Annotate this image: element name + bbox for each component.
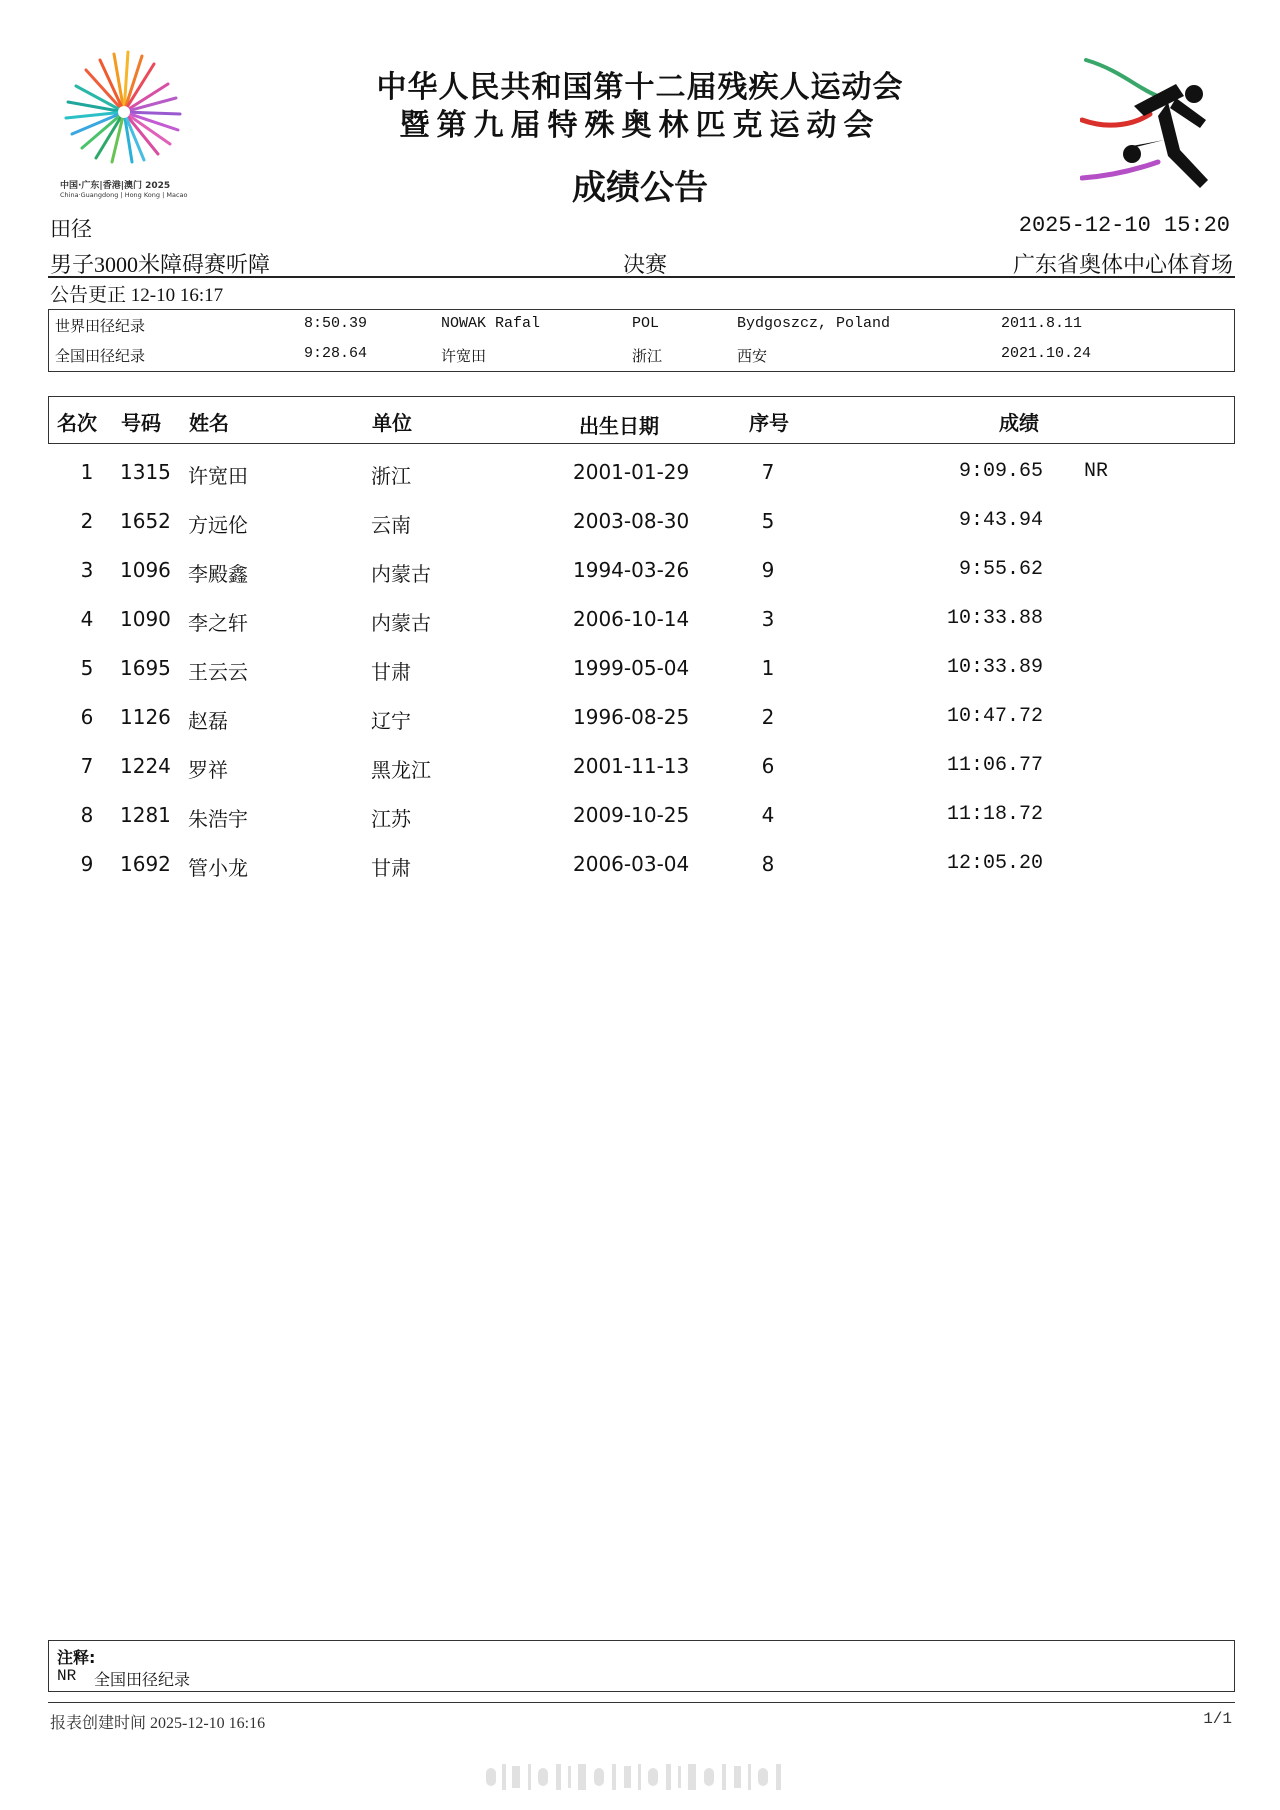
name-cell: 王云云 (188, 662, 248, 684)
table-row (48, 844, 1233, 884)
dob-cell: 2001-11-13 (573, 754, 690, 778)
barcode-icon (486, 1762, 792, 1792)
name-cell: 管小龙 (188, 858, 248, 880)
record-time: 8:50.39 (304, 315, 368, 332)
rank-cell: 8 (80, 803, 94, 827)
table-row (48, 648, 1233, 688)
watermark-barcode (486, 1762, 792, 1792)
result-cell: 12:05.20 (946, 852, 1043, 875)
name-cell: 李之轩 (188, 613, 248, 635)
name-cell: 赵磊 (188, 711, 228, 733)
unit-cell: 江苏 (371, 809, 411, 831)
table-row (48, 452, 1233, 492)
games-title-line2: 暨第九届特殊奥林匹克运动会 (399, 108, 881, 143)
rank-cell: 7 (80, 754, 94, 778)
bib-cell: 1692 (120, 852, 171, 876)
record-type: 全国田径纪录 (55, 349, 146, 365)
lane-cell: 7 (761, 460, 775, 484)
record-team: 浙江 (632, 349, 663, 365)
lane-cell: 4 (761, 803, 775, 827)
name-cell: 李殿鑫 (188, 564, 248, 586)
record-date: 2011.8.11 (1001, 315, 1083, 332)
result-cell: 9:55.62 (958, 558, 1043, 581)
unit-cell: 云南 (371, 515, 411, 537)
record-holder: NOWAK Rafal (441, 315, 541, 332)
games-logo (52, 44, 202, 204)
name-cell: 许宽田 (188, 466, 248, 488)
name-cell: 方远伦 (188, 515, 248, 537)
result-cell: 11:06.77 (946, 754, 1043, 777)
event-info-row (48, 246, 1235, 278)
name-cell: 朱浩宇 (188, 809, 248, 831)
bib-cell: 1090 (120, 607, 171, 631)
lane-cell: 6 (761, 754, 775, 778)
bib-cell: 1126 (120, 705, 171, 729)
result-cell: 9:43.94 (958, 509, 1043, 532)
lane-cell: 3 (761, 607, 775, 631)
sport-label: 田径 (50, 217, 92, 241)
table-row (48, 501, 1233, 541)
record-row-world (49, 310, 1234, 340)
rank-cell: 4 (80, 607, 94, 631)
result-cell: 11:18.72 (946, 803, 1043, 826)
col-dob-header: 出生日期 (579, 414, 659, 438)
result-cell: 10:33.89 (946, 656, 1043, 679)
col-rank-header: 名次 (57, 411, 97, 435)
result-cell: 10:33.88 (946, 607, 1043, 630)
table-row (48, 599, 1233, 639)
lane-cell: 5 (761, 509, 775, 533)
notes-code: NR (57, 1667, 77, 1685)
unit-cell: 甘肃 (371, 662, 411, 684)
bib-cell: 1281 (120, 803, 171, 827)
rank-cell: 3 (80, 558, 94, 582)
name-cell: 罗祥 (188, 760, 228, 782)
report-datetime: 2025-12-10 15:20 (1018, 213, 1230, 238)
table-row (48, 697, 1233, 737)
dob-cell: 1994-03-26 (573, 558, 690, 582)
bib-cell: 1695 (120, 656, 171, 680)
result-cell: 9:09.65 (958, 460, 1043, 483)
mark-cell: NR (1084, 460, 1109, 483)
rank-cell: 9 (80, 852, 94, 876)
dob-cell: 2003-08-30 (573, 509, 690, 533)
rank-cell: 5 (80, 656, 94, 680)
dob-cell: 1999-05-04 (573, 656, 690, 680)
record-row-national (49, 340, 1234, 370)
unit-cell: 浙江 (371, 466, 411, 488)
col-result-header: 成绩 (999, 411, 1039, 435)
page-title: 成绩公告 (572, 168, 708, 208)
record-location: Bydgoszcz, Poland (737, 315, 891, 332)
record-holder: 许宽田 (441, 349, 487, 365)
record-date: 2021.10.24 (1001, 345, 1092, 362)
lane-cell: 1 (761, 656, 775, 680)
bib-cell: 1315 (120, 460, 171, 484)
unit-cell: 黑龙江 (371, 760, 431, 782)
results-table-header (48, 396, 1235, 444)
dob-cell: 2006-03-04 (573, 852, 690, 876)
games-title-line1: 中华人民共和国第十二届残疾人运动会 (376, 70, 904, 105)
result-cell: 10:47.72 (946, 705, 1043, 728)
logo-caption-en: China·Guangdong | Hong Kong | Macao (60, 191, 188, 199)
table-row (48, 746, 1233, 786)
notes-box (48, 1640, 1235, 1692)
col-name-header: 姓名 (189, 411, 229, 435)
dob-cell: 2009-10-25 (573, 803, 690, 827)
record-team: POL (632, 315, 660, 332)
bib-cell: 1224 (120, 754, 171, 778)
footer-divider (48, 1702, 1235, 1703)
dob-cell: 2006-10-14 (573, 607, 690, 631)
record-type: 世界田径纪录 (55, 319, 146, 335)
col-lane-header: 序号 (749, 411, 789, 435)
unit-cell: 辽宁 (371, 711, 411, 733)
dob-cell: 1996-08-25 (573, 705, 690, 729)
dob-cell: 2001-01-29 (573, 460, 690, 484)
notes-title: 注释: (57, 1648, 96, 1667)
col-unit-header: 单位 (372, 411, 412, 435)
event-name: 男子3000米障碍赛听障 (50, 252, 271, 277)
unit-cell: 甘肃 (371, 858, 411, 880)
table-row (48, 795, 1233, 835)
table-row (48, 550, 1233, 590)
page-number: 1/1 (1203, 1710, 1232, 1728)
lane-cell: 2 (761, 705, 775, 729)
col-bib-header: 号码 (121, 411, 161, 435)
record-location: 西安 (737, 349, 768, 365)
unit-cell: 内蒙古 (371, 564, 431, 586)
lane-cell: 8 (761, 852, 775, 876)
correction-note: 公告更正 12-10 16:17 (50, 285, 224, 306)
record-time: 9:28.64 (304, 345, 368, 362)
lane-cell: 9 (761, 558, 775, 582)
bib-cell: 1652 (120, 509, 171, 533)
records-box (48, 309, 1235, 372)
unit-cell: 内蒙古 (371, 613, 431, 635)
bib-cell: 1096 (120, 558, 171, 582)
venue-label: 广东省奥体中心体育场 (1012, 252, 1233, 277)
notes-description: 全国田径纪录 (94, 1672, 191, 1689)
rank-cell: 6 (80, 705, 94, 729)
petal-burst-icon (52, 44, 202, 174)
round-label: 决赛 (623, 252, 668, 277)
report-created-time: 报表创建时间 2025-12-10 16:16 (50, 1715, 266, 1732)
logo-caption-cn: 中国·广东|香港|澳门 2025 (60, 181, 171, 191)
rank-cell: 2 (80, 509, 94, 533)
rank-cell: 1 (80, 460, 94, 484)
athlete-pictogram (1080, 50, 1230, 200)
runner-pictogram-icon (1080, 50, 1230, 200)
